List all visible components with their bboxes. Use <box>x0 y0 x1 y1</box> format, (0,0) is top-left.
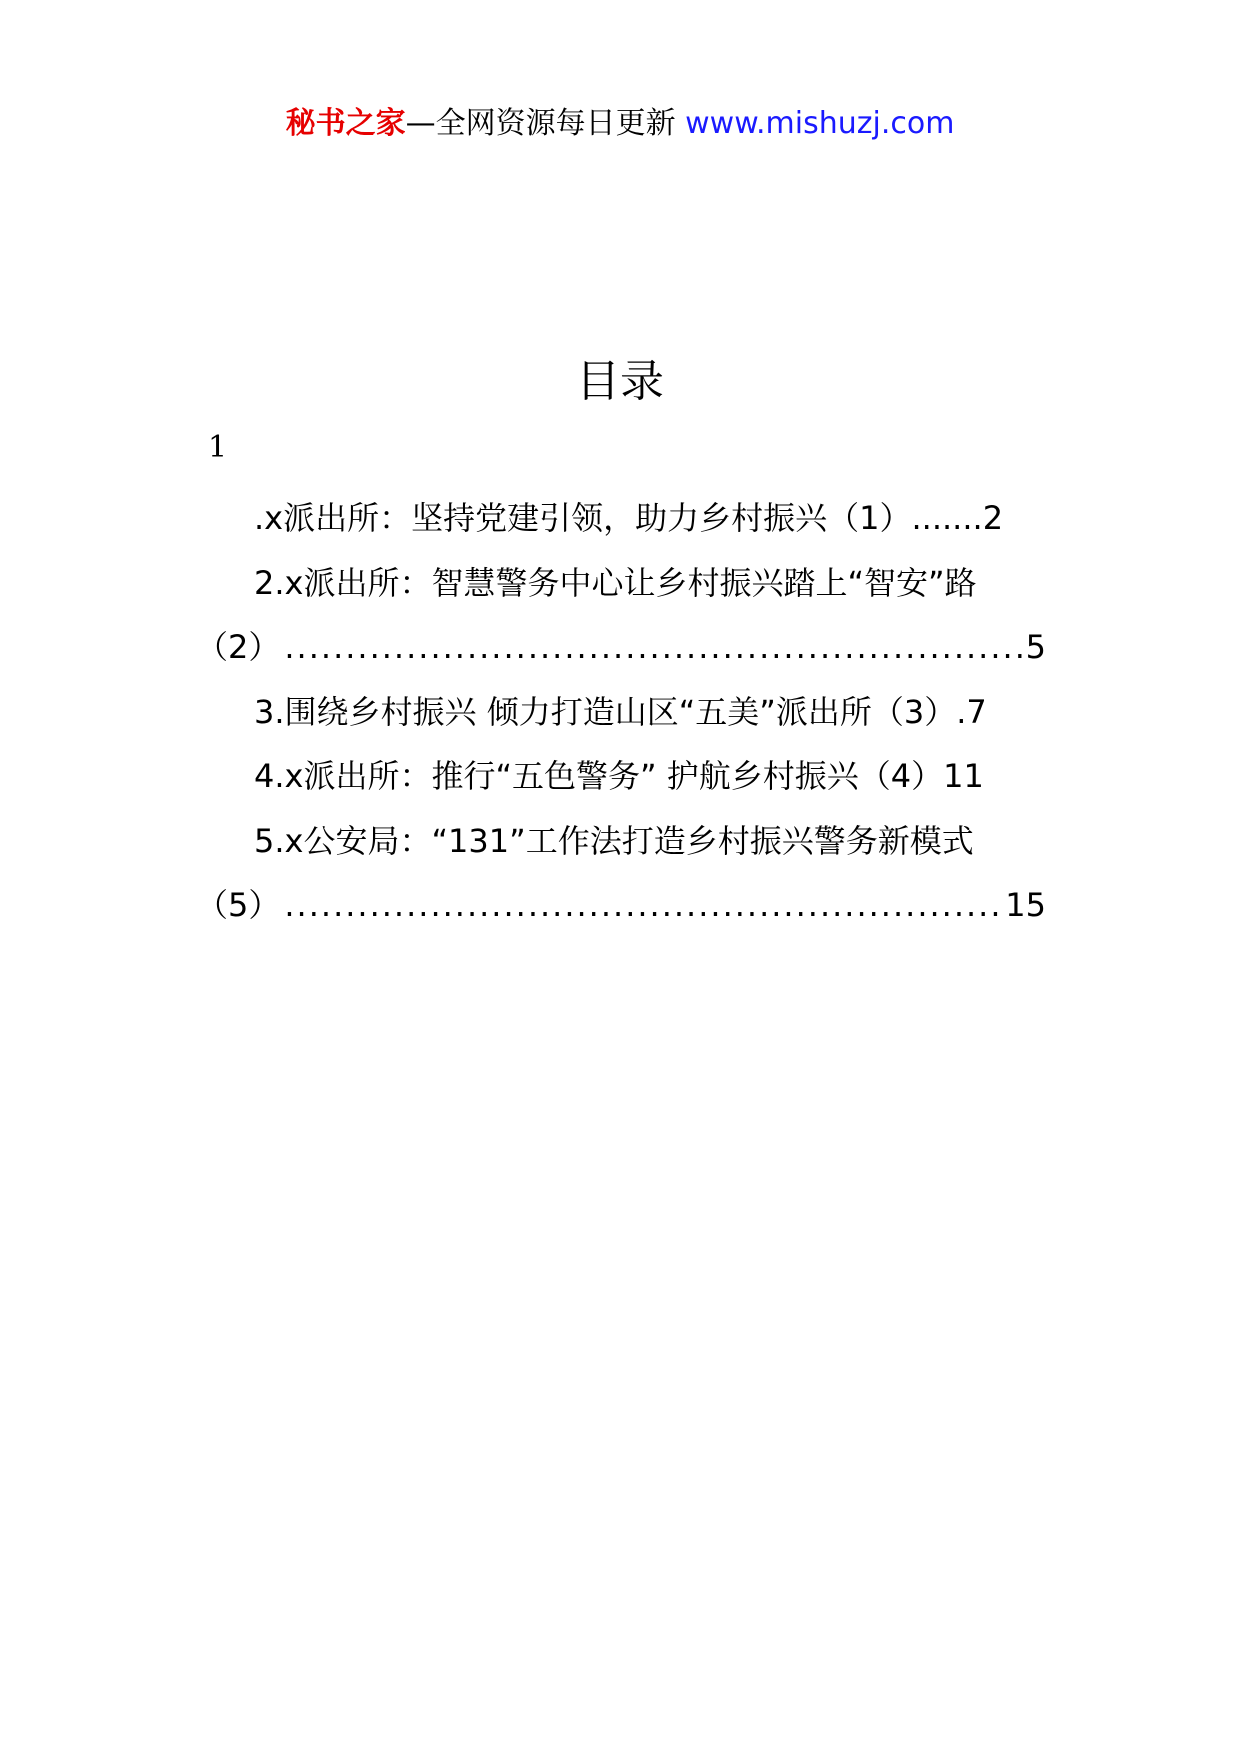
toc-entry-page: 5 <box>1025 628 1046 666</box>
toc-dot-leader <box>284 873 1001 938</box>
toc-entry-1[interactable] <box>196 486 1046 551</box>
toc-entry-title: 3.围绕乡村振兴 倾力打造山区“五美”派出所（3） <box>254 692 957 731</box>
toc-entry-page: 2 <box>982 499 1004 537</box>
toc-entry-title: 5.x公安局：“131”工作法打造乡村振兴警务新模式 <box>254 821 974 860</box>
stray-number: 1 <box>208 430 228 465</box>
toc-entry-page: 7 <box>966 692 987 731</box>
toc-entry-4[interactable] <box>196 744 1046 809</box>
toc-entry-5[interactable] <box>196 809 1046 874</box>
toc-entry-3[interactable] <box>196 680 1046 745</box>
header-tagline: —全网资源每日更新 <box>405 106 676 141</box>
toc-entry-title-cont: （5） <box>196 886 281 924</box>
site-url-link[interactable]: www.mishuzj.com <box>685 106 955 141</box>
toc-entry-title: .x派出所：坚持党建引领，助力乡村振兴（1） <box>254 499 912 537</box>
toc-entry-2-continued[interactable] <box>196 615 1046 680</box>
site-header <box>0 102 1240 146</box>
toc-entry-dots: ....... <box>911 499 983 537</box>
toc-entry-title: 4.x派出所：推行“五色警务” 护航乡村振兴（4） <box>254 757 944 795</box>
toc-entry-dots: . <box>956 692 967 731</box>
table-of-contents <box>196 486 1046 938</box>
toc-dot-leader <box>284 615 1021 680</box>
toc-entry-title-cont: （2） <box>196 628 281 666</box>
document-title: 目录 <box>576 356 664 407</box>
toc-entry-2[interactable] <box>196 551 1046 616</box>
toc-entry-page: 11 <box>943 757 984 795</box>
brand-name: 秘书之家 <box>285 106 406 141</box>
toc-entry-5-continued[interactable] <box>196 873 1046 938</box>
toc-entry-title: 2.x派出所：智慧警务中心让乡村振兴踏上“智安”路 <box>254 563 977 602</box>
toc-entry-page: 15 <box>1005 886 1046 924</box>
